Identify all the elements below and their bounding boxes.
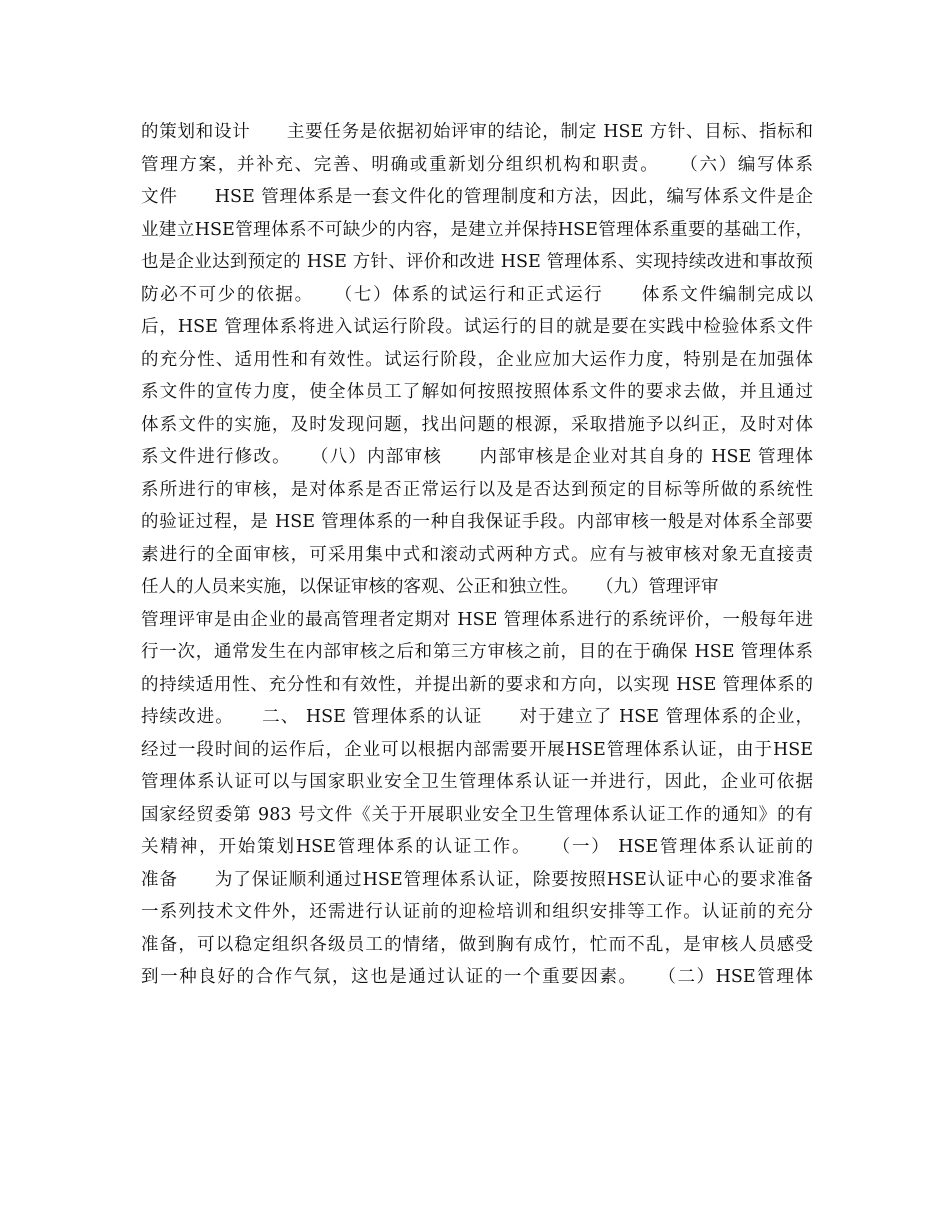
text-line: 关精神，开始策划HSE管理体系的认证工作。 （一） HSE管理体系认证前的	[141, 837, 813, 857]
text-line: 的持续适用性、充分性和有效性，并提出新的要求和方向，以实现 HSE 管理体系的	[141, 674, 813, 695]
text-line: 的策划和设计 主要任务是依据初始评审的结论，制定 HSE 方针、目标、指标和	[141, 122, 813, 142]
text-line: 文件 HSE 管理体系是一套文件化的管理制度和方法，因此，编写体系文件是企	[141, 187, 813, 207]
text-line: 准备，可以稳定组织各级员工的情绪，做到胸有成竹，忙而不乱，是审核人员感受	[141, 934, 813, 955]
text-line: 系文件的宣传力度，使全体员工了解如何按照按照体系文件的要求去做，并且通过	[141, 382, 813, 402]
text-line: 持续改进。 二、 HSE 管理体系的认证 对于建立了 HSE 管理体系的企业，	[141, 707, 813, 727]
text-line: 管理方案，并补充、完善、明确或重新划分组织机构和职责。 （六）编写体系	[141, 154, 813, 175]
text-line: 系所进行的审核，是对体系是否正常运行以及是否达到预定的目标等所做的系统性	[141, 479, 813, 500]
text-line: 防必不可少的依据。 （七）体系的试运行和正式运行 体系文件编制完成以	[141, 284, 813, 305]
text-line: 业建立HSE管理体系不可缺少的内容，是建立并保持HSE管理体系重要的基础工作，	[141, 219, 813, 240]
text-line: 也是企业达到预定的 HSE 方针、评价和改进 HSE 管理体系、实现持续改进和事故预	[141, 252, 813, 272]
text-line: 到一种良好的合作气氛，这也是通过认证的一个重要因素。 （二）HSE管理体	[141, 967, 813, 987]
text-line: 的验证过程，是 HSE 管理体系的一种自我保证手段。内部审核一般是对体系全部要	[141, 512, 813, 532]
text-line: 体系文件的实施，及时发现问题，找出问题的根源，采取措施予以纠正，及时对体	[141, 414, 813, 435]
text-line: 系文件进行修改。 （八）内部审核 内部审核是企业对其自身的 HSE 管理体	[141, 447, 813, 467]
text-line: 国家经贸委第 983 号文件《关于开展职业安全卫生管理体系认证工作的通知》的有	[141, 804, 813, 825]
text-line: 管理体系认证可以与国家职业安全卫生管理体系认证一并进行，因此，企业可依据	[141, 772, 813, 792]
text-line: 后，HSE 管理体系将进入试运行阶段。试运行的目的就是要在实践中检验体系文件	[141, 317, 813, 337]
text-line: 管理评审是由企业的最高管理者定期对 HSE 管理体系进行的系统评价，一般每年进	[141, 609, 813, 630]
text-line: 素进行的全面审核，可采用集中式和滚动式两种方式。应有与被审核对象无直接责	[141, 544, 813, 565]
text-line: 任人的人员来实施，以保证审核的客观、公正和独立性。 （九）管理评审	[141, 577, 719, 597]
text-line: 一系列技术文件外，还需进行认证前的迎检培训和组织安排等工作。认证前的充分	[141, 902, 813, 922]
text-line: 的充分性、适用性和有效性。试运行阶段，企业应加大运作力度，特别是在加强体	[141, 349, 813, 370]
body-text	[141, 116, 813, 994]
text-line: 准备 为了保证顺利通过HSE管理体系认证，除要按照HSE认证中心的要求准备	[141, 869, 813, 890]
text-line: 行一次，通常发生在内部审核之后和第三方审核之前，目的在于确保 HSE 管理体系	[141, 642, 813, 662]
text-line: 经过一段时间的运作后，企业可以根据内部需要开展HSE管理体系认证，由于HSE	[141, 739, 813, 760]
